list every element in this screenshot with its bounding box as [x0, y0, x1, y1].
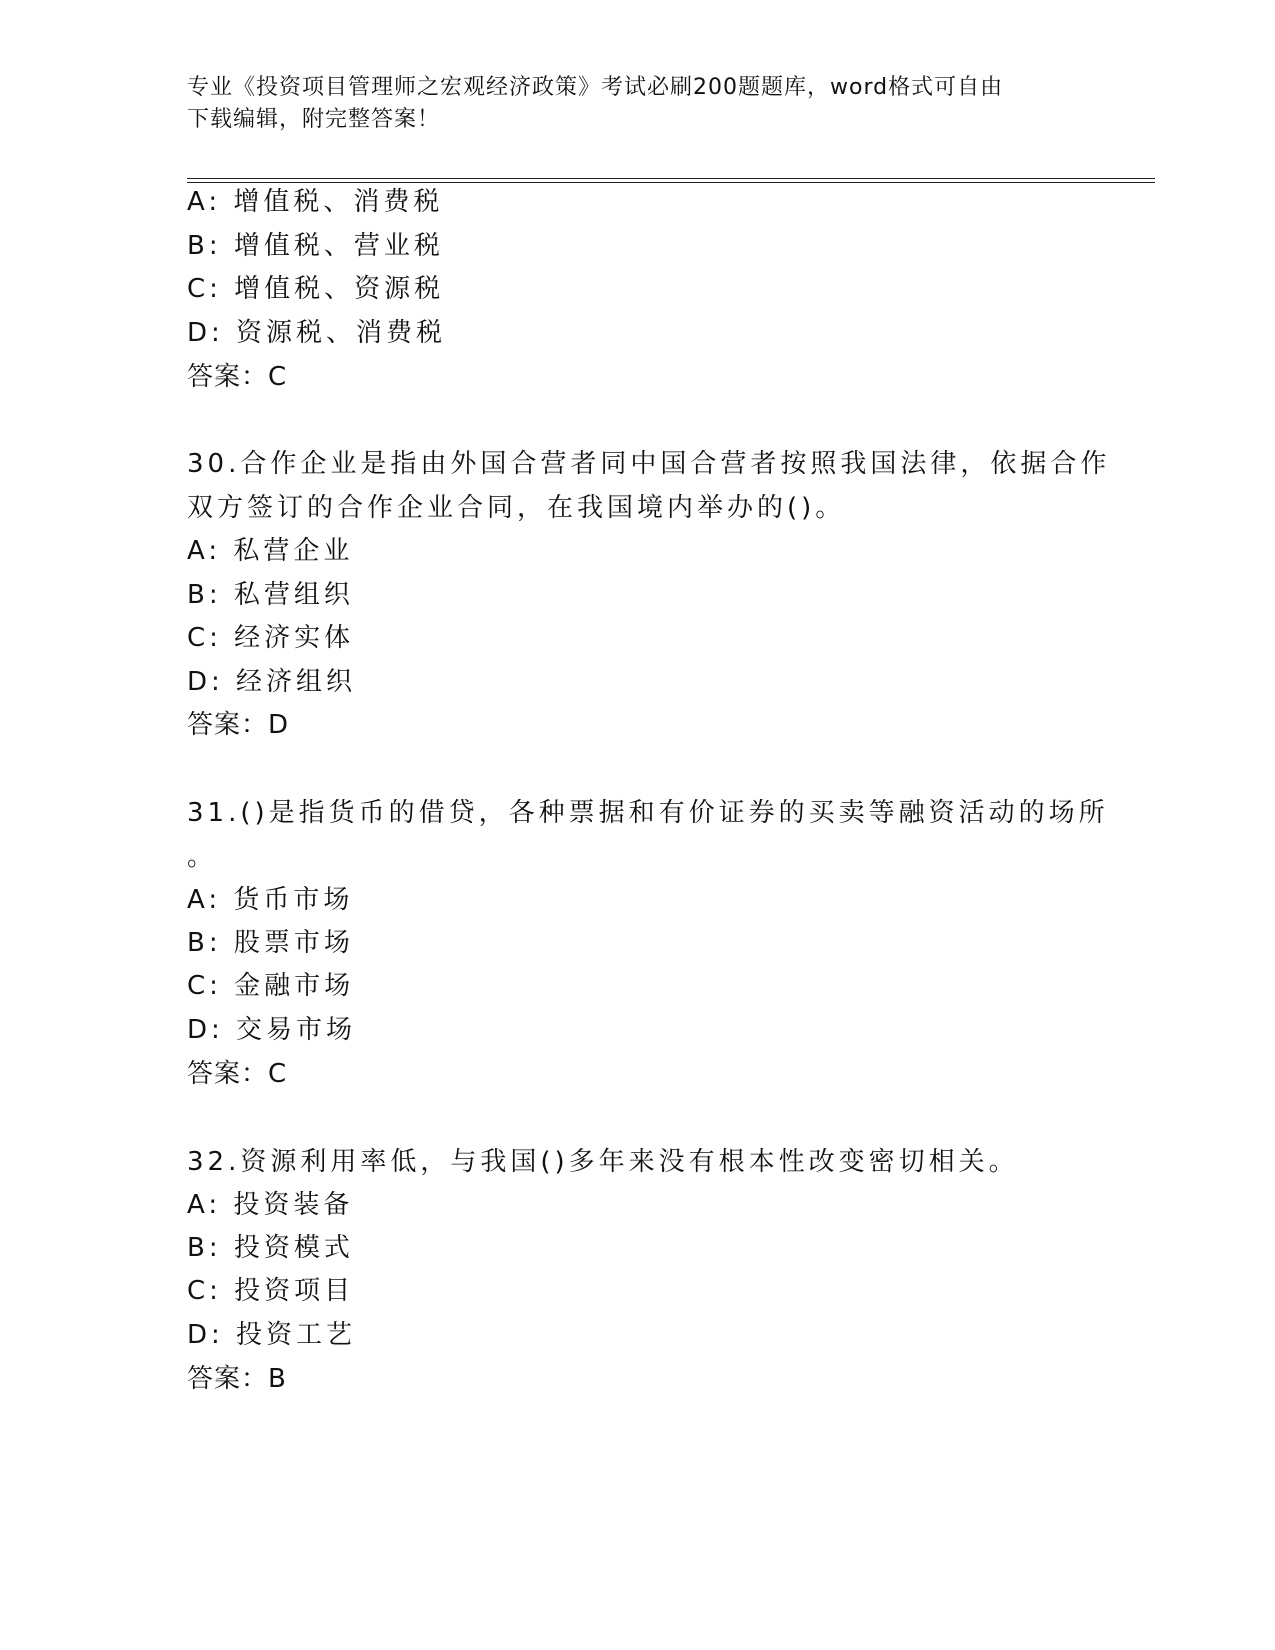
- q31-stem-line-2: 。: [187, 842, 218, 872]
- q32-stem-line-1: 32.资源利用率低，与我国()多年来没有根本性改变密切相关。: [187, 1147, 1019, 1177]
- q30-stem-line-1: 30.合作企业是指由外国合营者同中国合营者按照我国法律，依据合作: [187, 449, 1111, 479]
- q29-option-d: D: 资源税、消费税: [187, 318, 447, 348]
- q30-option-d: D: 经济组织: [187, 667, 357, 697]
- q31-answer: 答案：C: [187, 1059, 288, 1089]
- q30-option-a: A: 私营企业: [187, 536, 354, 566]
- q31-option-a: A: 货币市场: [187, 885, 354, 915]
- q30-stem-line-2: 双方签订的合作企业合同，在我国境内举办的()。: [187, 493, 846, 523]
- q29-answer: 答案：C: [187, 362, 288, 392]
- q31-option-b: B: 股票市场: [187, 928, 354, 958]
- q29-option-a: A: 增值税、消费税: [187, 187, 444, 217]
- q30-option-b: B: 私营组织: [187, 580, 354, 610]
- q32-option-a: A: 投资装备: [187, 1190, 354, 1220]
- q29-option-c: C: 增值税、资源税: [187, 274, 445, 304]
- q31-option-d: D: 交易市场: [187, 1015, 357, 1045]
- header-line-2: 下载编辑，附完整答案！: [187, 107, 441, 132]
- q32-option-b: B: 投资模式: [187, 1233, 354, 1263]
- q30-answer: 答案：D: [187, 710, 290, 740]
- q29-option-b: B: 增值税、营业税: [187, 231, 444, 261]
- header-divider-bottom: [187, 182, 1155, 183]
- header-divider-top: [187, 178, 1155, 179]
- header-line-1: 专业《投资项目管理师之宏观经济政策》考试必刷200题题库，word格式可自由: [187, 75, 1004, 100]
- q32-option-c: C: 投资项目: [187, 1276, 355, 1306]
- q32-answer: 答案：B: [187, 1364, 287, 1394]
- document-header: [187, 72, 1067, 136]
- q30-option-c: C: 经济实体: [187, 623, 355, 653]
- q31-option-c: C: 金融市场: [187, 971, 355, 1001]
- q32-option-d: D: 投资工艺: [187, 1320, 357, 1350]
- q31-stem-line-1: 31.()是指货币的借贷，各种票据和有价证券的买卖等融资活动的场所: [187, 798, 1109, 828]
